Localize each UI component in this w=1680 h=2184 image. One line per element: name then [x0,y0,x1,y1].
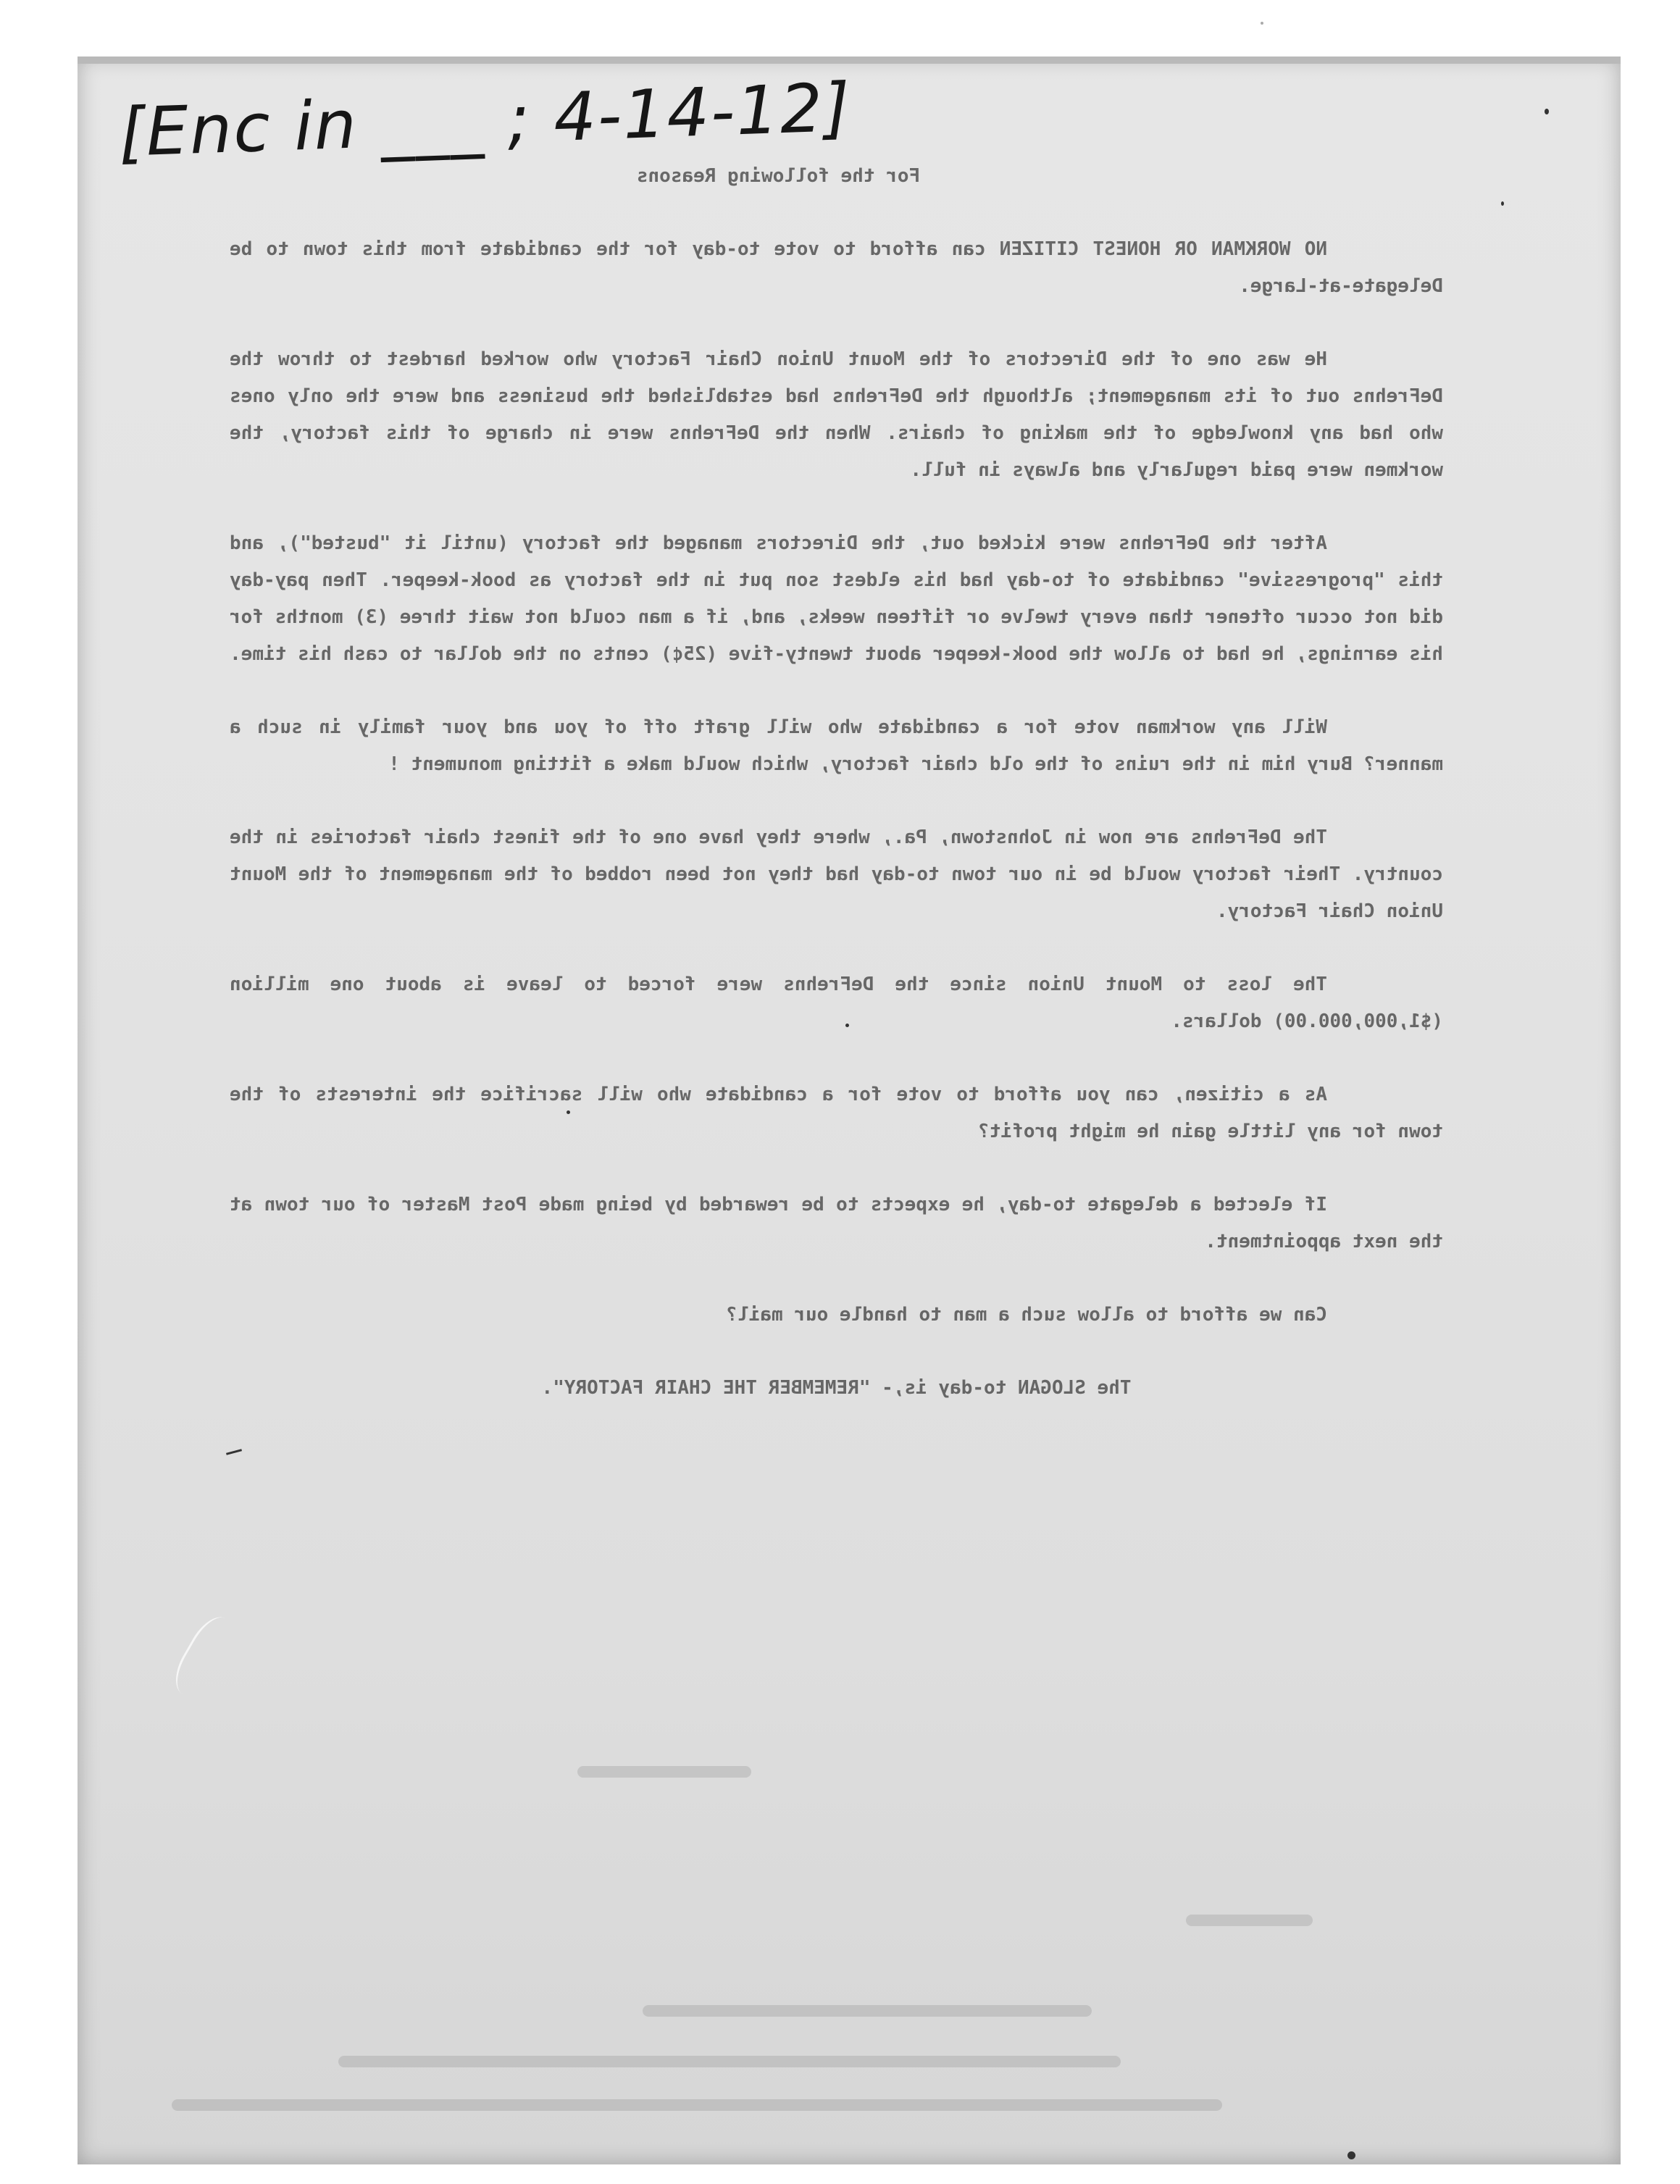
paragraph: The loss to Mount Union since the DeFrehns were forced to leave is about one million ($1,000,000.00) dollars. [230,974,1443,1032]
paragraph: NO WORKMAN OR HONEST CITIZEN can afford to vote to-day for the candidate from this town to be Delegate-at-Large. [230,238,1443,297]
faint-smudge [1186,1915,1313,1926]
paragraph: The DeFrehns are now in Johnstown, Pa., where they have one of the finest chair factories in the country. Their factory would be in our town to-day had they not been robbed of the management of the Mount Union Chair Factory. [230,827,1443,922]
document-sheet [78,57,1621,2164]
letter-body [230,158,1443,1443]
reversed-letter [78,57,1621,2164]
paragraph: He was one of the Directors of the Mount Union Chair Factory who worked hardest to throw the DeFrehns out of its management; although the DeFrehns had established the business and were the only ones who had any knowledge of the making of chairs. When the DeFrehns were in charge of this factory, the workmen were paid regularly and always in full. [230,348,1443,481]
speck [1347,2151,1355,2159]
speck [1261,22,1263,25]
handwritten-annotation: [Enc in ___ ; 4-14-12] [117,68,853,172]
faint-smudge [338,2056,1121,2067]
slogan-line: The SLOGAN to-day is,- "REMEMBER THE CHAIR FACTORY". [541,1377,1132,1399]
paragraph: After the DeFrehns were kicked out, the Directors managed the factory (until it "busted"), and this "progressive" candidate of to-day had his eldest son put in the factory as book-keeper. Then pay-day did not occur oftener than every twelve or fifteen weeks, and, if a man could not wait three (3) months for his earnings, he had to allow the book-keeper about twenty-five (25¢) cents on the dollar to cash his time. [230,532,1443,665]
paragraph: Can we afford to allow such a man to handle our mail? [726,1304,1327,1326]
faint-smudge [577,1766,751,1778]
letter-heading: For the following Reasons [636,165,921,187]
faint-smudge [643,2005,1092,2017]
paragraph: As a citizen, can you afford to vote for a candidate who will sacrifice the interests of the town for any little gain he might profit? [230,1084,1443,1142]
paragraph: If elected a delegate to-day, he expects to be rewarded by being made Post Master of our town at the next appointment. [230,1194,1443,1252]
speck [1501,201,1504,206]
speck [845,1024,849,1027]
faint-smudge [172,2099,1222,2111]
speck [567,1110,570,1114]
paragraph: Will any workman vote for a candidate who will graft off of you and your family in such a manner? Bury him in the ruins of the old chair factory, which would make a fitting monument ! [230,716,1443,775]
speck [1545,109,1549,114]
